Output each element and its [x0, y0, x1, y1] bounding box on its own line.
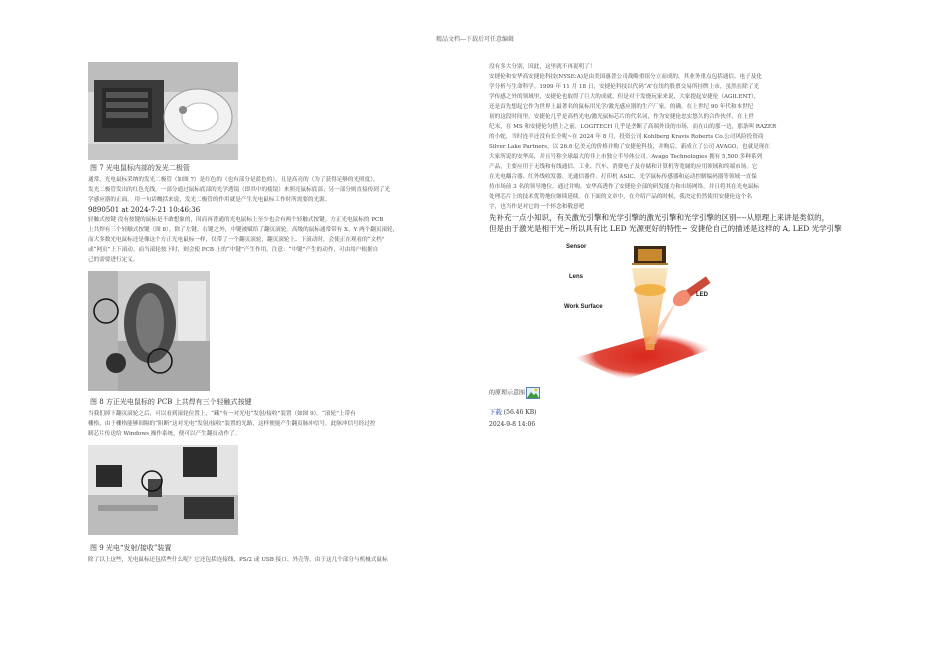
paragraph-led-1: 通常，光电鼠标采纳的发光二极管（如图 7）是红色的（也有部分是蓝色的），且是高亮的（为了获得足够的光照度），	[88, 177, 379, 183]
image-icon[interactable]	[526, 387, 540, 399]
figure-9-caption: 图 9 光电“发射/接收”装置	[90, 544, 172, 552]
left-column	[88, 62, 473, 565]
label-led: LED	[696, 292, 708, 298]
avago-line-6: 初的这段时间里，安捷伦几乎是高档光电/激光鼠标芯片的代名词，作为安捷伦忠实悠久的合作伙伴，在上世	[489, 114, 754, 120]
principle-caption-row	[489, 387, 874, 399]
figure-7-image	[88, 62, 238, 160]
principle-caption: 的原理示意图	[489, 389, 526, 397]
laser-intro-2: 但是由于激光是相干光~所以具有比 LED 光源更好的特性~ 安捷伦自己的描述是这样的 A, LED 光学引擎	[489, 224, 842, 233]
download-date: 2024-9-8 14:06	[489, 421, 536, 428]
avago-line-4: 学传感之外的领域里，安捷伦也取得了巨大的成就，但是对于发烧玩家来说，大家提起安捷伦（AGILENT），	[489, 94, 760, 100]
paragraph-led-2: 发光二极管发出的红色光线，一部分通过鼠标底部的光学透镜（即其中的棱镜）来照亮鼠标底部；另一部分则直接传到了光	[88, 187, 391, 193]
avago-line-8: 的小蛇，当时连羊还没有长全呢~在 2024 年 8 月，投资公司 Kohlberg Kravis Roberts Co.公司风险投资商	[489, 134, 764, 140]
figure-7-caption: 图 7 光电鼠标内部的发光二极管	[90, 164, 190, 172]
paragraph-button-5: 己的需要进行定义。	[88, 257, 139, 263]
avago-line-3: 学分析与生命科学。1999 年 11 月 18 日，安捷伦科技以代码“A”在纽约股票交易所挂牌上市，虽然在除了光	[489, 84, 760, 90]
led-optical-engine-diagram	[564, 240, 724, 385]
avago-line-13: 持市场前 3 名的领导地位。通过并购，安华高透作了安捷伦全部的研发能力和市场网络，并且将其在光电鼠标	[489, 184, 760, 190]
avago-line-11: 产品，主要应用于无线和有线通信、工业、汽车、消费电子及存储和计算机等宽阔的应用领域和终端市场。它	[489, 164, 758, 170]
figure-8-caption: 图 8 方正光电鼠标的 PCB 上共焊有三个轻触式按键	[90, 398, 252, 406]
avago-line-1: 没有多大分别，因此，这里就不再说明了！	[489, 64, 596, 70]
download-link[interactable]: 下载	[489, 408, 502, 416]
avago-line-5: 还是首先想起它作为世界上最著名的鼠标用光学/激光感应器的生产厂家。的确，在上世纪 90 年代和本世纪	[489, 104, 754, 110]
avago-line-10: 大家所说的安华高，并且号称全球最大的非上市独立半导体公司。Avago Technologies 拥有 5,500 多种系列	[489, 154, 763, 160]
paragraph-button-4: 或“网页”上下滚动。而当滚轮按下时，则会使 PCB 上的“中键”产生作用。注意：“中键”产生的动作，可由用户根据自	[88, 247, 379, 253]
label-work-surface: Work Surface	[564, 304, 603, 310]
right-column	[489, 62, 874, 430]
avago-line-12: 在光电耦合器、红外线收发器、光通信器件、打印机 ASIC、光学鼠标传感器和运动控制编码器等领域一直保	[489, 174, 757, 180]
figure-9-image	[88, 445, 238, 535]
paragraph-wheel-3: 制芯片传送给 Windows 操作系统，便可以产生翻页动作了。	[88, 431, 241, 437]
laser-intro-1: 先补充一点小知识，有关激光引擎和光学引擎的激光引擎和光学引擎的区别----从原理上来讲是类似的，	[489, 213, 830, 222]
page-header: 精品文档---下载后可任意编辑	[435, 36, 515, 43]
avago-line-9: Silver Lake Partners，以 26.6 亿美元的价格并购了安捷伦科技，并购后，新成立了公司 AVAGO，也就是现在	[489, 144, 770, 150]
paragraph-wheel-2: 栅格，由于栅格能够间隔的“阻断”这对光电“发射/接收”装置的光路，这样便能产生翻页脉冲信号，此脉冲信号经过控	[88, 421, 376, 427]
avago-line-7: 纪末，在 MS 和安捷伦匀搭上之前，LOGITECH 几乎是垄断了高端外设的市场，而在山的那一边，那条叫 RAZER	[489, 124, 777, 130]
paragraph-wheel-1: 当我们掉下翻页滚轮之后，可以看到滚轮位置上，“藏”有一对光电“发射/接收”装置（如图 9）。“滚轮”上带有	[88, 411, 356, 417]
paragraph-button-2: 上共焊有三个轻触式按键（图 8）。除了左键、右键之外，中键被赋给了翻页滚轮。高级的鼠标通常带有 X、Y 两个翻页滚轮，	[88, 227, 399, 233]
avago-line-15: 字，也当作是对它的一个怀念和敬意吧	[489, 204, 585, 210]
paragraph-button-1: 轻触式按键 没有按键的鼠标是不敢想象的，因而再普通的光电鼠标上至少也会有两个轻触式按键。方正光电鼠标的 PCB	[88, 217, 384, 223]
timestamp: 9890501 at 2024-7-21 10:46:36	[88, 206, 201, 214]
paragraph-led-3: 学感应器的正面。 用一句话概括来说，发光二极管的作用就是产生光电鼠标工作时所需要的光源。	[88, 197, 331, 203]
paragraph-other-parts: 除了以上这些，光电鼠标还包括些什么呢？它还包括连接线、PS/2 或 USB 接口、外壳等。由于这几个部分与机械式鼠标	[88, 557, 388, 563]
download-row	[489, 407, 874, 418]
paragraph-button-3: 而大多数光电鼠标还是像这个方正光电鼠标一样，仅带了一个翻页滚轮，翻页滚轮上、下滚动时，会使正在观看的“文档”	[88, 237, 385, 243]
download-size: (56.46 KB)	[503, 409, 537, 416]
avago-line-14: 处理芯片上的技术优势地位继续延续。在下面的文章中，在介绍产品的时候，我决定仍然使用安捷伦这个名	[489, 194, 752, 200]
label-sensor: Sensor	[566, 244, 587, 250]
label-lens: Lens	[569, 274, 584, 280]
figure-8-image	[88, 271, 210, 391]
avago-line-2: 安捷伦和安华高安捷伦科技(NYSE:A)是由美国惠普公司战略重组分立而成的，其业务重点包括通信、电子及化	[489, 74, 762, 80]
